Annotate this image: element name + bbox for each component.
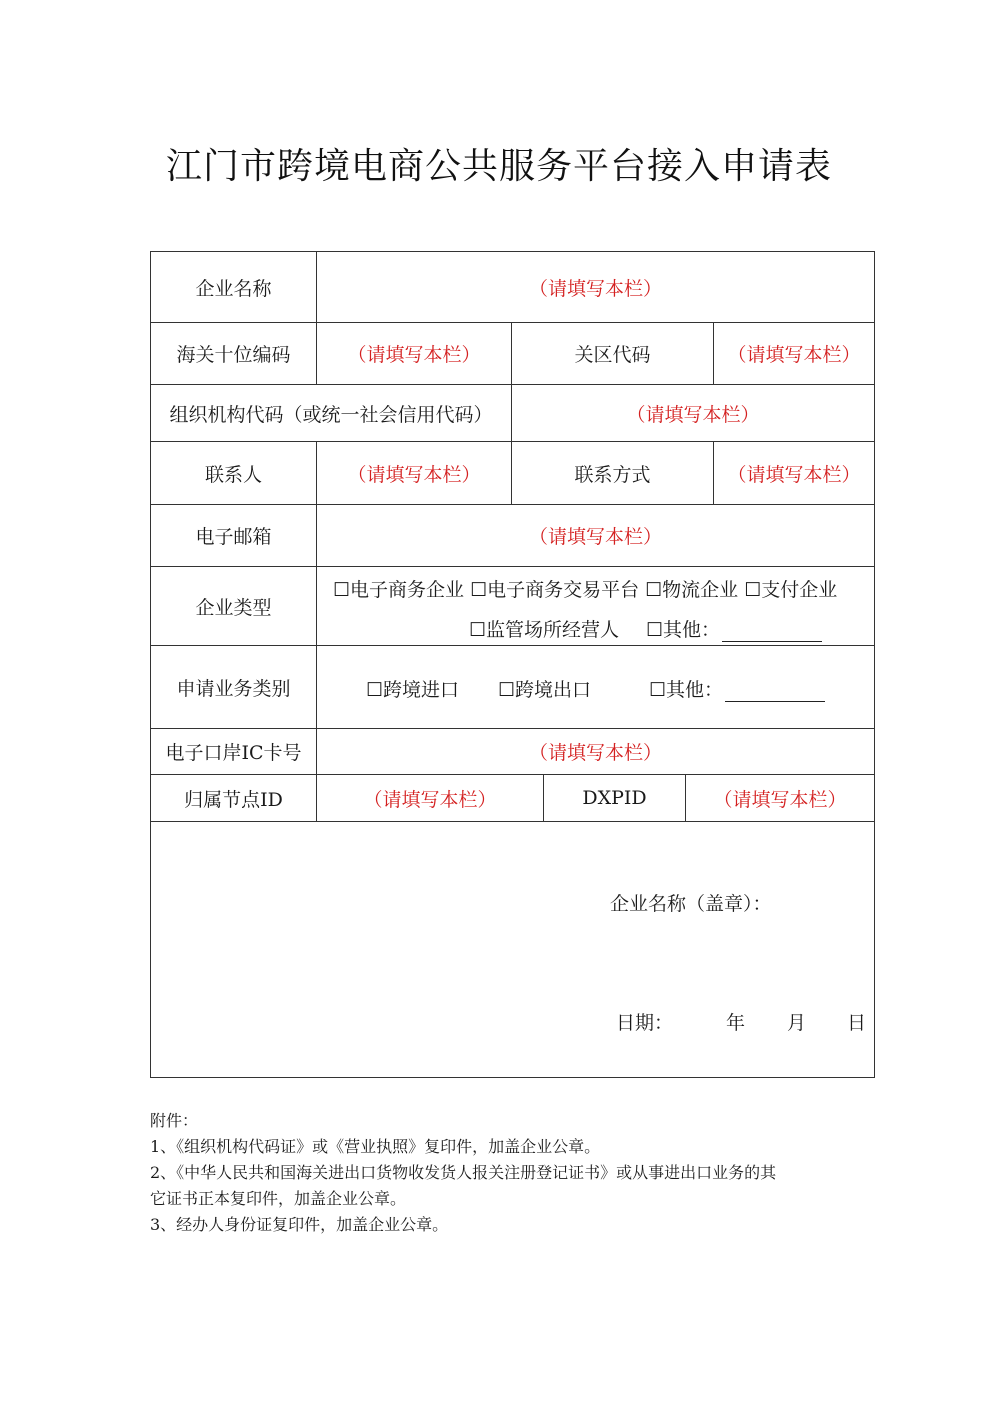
ic-card-input[interactable]: （请填写本栏）	[528, 742, 662, 764]
contact-label: 联系人	[204, 463, 262, 486]
attachment-item: 3、经办人身份证复印件，加盖企业公章。	[150, 1215, 449, 1234]
email-label: 电子邮箱	[195, 526, 272, 548]
company-name-input[interactable]: （请填写本栏）	[528, 277, 662, 300]
business-type-export-checkbox[interactable]: ☐跨境出口	[498, 679, 592, 701]
attachment-item-continuation: 它证书正本复印件，加盖企业公章。	[150, 1189, 407, 1208]
dxpid-label: DXPID	[582, 787, 647, 809]
contact-method-label: 联系方式	[574, 463, 651, 486]
customs-area-label: 关区代码	[574, 344, 651, 366]
org-code-input[interactable]: （请填写本栏）	[626, 403, 760, 426]
business-type-import-checkbox[interactable]: ☐跨境进口	[366, 679, 460, 701]
customs-area-input[interactable]: （请填写本栏）	[727, 344, 861, 366]
company-type-option-supervision[interactable]: ☐监管场所经营人	[469, 619, 620, 641]
company-type-options-row1[interactable]: ☐电子商务企业 ☐电子商务交易平台 ☐物流企业 ☐支付企业	[333, 579, 838, 601]
date-day: 日	[847, 1012, 867, 1034]
page-title: 江门市跨境电商公共服务平台接入申请表	[165, 146, 832, 187]
company-type-label: 企业类型	[195, 596, 272, 619]
contact-method-input[interactable]: （请填写本栏）	[727, 463, 861, 486]
application-form-table	[150, 251, 875, 1078]
company-type-other-blank[interactable]	[722, 623, 822, 642]
company-type-option-other[interactable]	[646, 615, 822, 642]
email-input[interactable]: （请填写本栏）	[528, 526, 662, 548]
ic-card-label: 电子口岸IC卡号	[165, 742, 302, 764]
org-code-label: 组织机构代码（或统一社会信用代码）	[169, 403, 493, 426]
date-label: 日期：	[616, 1012, 674, 1034]
attachment-item: 2、《中华人民共和国海关进出口货物收发货人报关注册登记证书》或从事进出口业务的其	[150, 1163, 777, 1182]
node-id-input[interactable]: （请填写本栏）	[363, 788, 497, 811]
business-type-other-option[interactable]	[649, 675, 825, 702]
row-divider	[151, 821, 874, 822]
attachments-heading: 附件：	[150, 1111, 199, 1130]
company-name-label: 企业名称	[195, 277, 272, 300]
company-type-other-label: ☐其他：	[646, 619, 721, 641]
business-type-label: 申请业务类别	[176, 677, 291, 700]
date-year: 年	[726, 1012, 746, 1034]
customs-code-label: 海关十位编码	[176, 344, 291, 366]
node-id-label: 归属节点ID	[184, 788, 283, 811]
customs-code-input[interactable]: （请填写本栏）	[347, 344, 481, 366]
company-seal-label: 企业名称（盖章）：	[610, 893, 772, 915]
contact-input[interactable]: （请填写本栏）	[347, 463, 481, 486]
dxpid-input[interactable]: （请填写本栏）	[713, 788, 847, 811]
date-month: 月	[787, 1012, 807, 1034]
attachment-item: 1、《组织机构代码证》或《营业执照》复印件，加盖企业公章。	[150, 1137, 601, 1156]
business-type-other-label: ☐其他：	[649, 679, 724, 701]
business-type-other-blank[interactable]	[725, 683, 825, 702]
